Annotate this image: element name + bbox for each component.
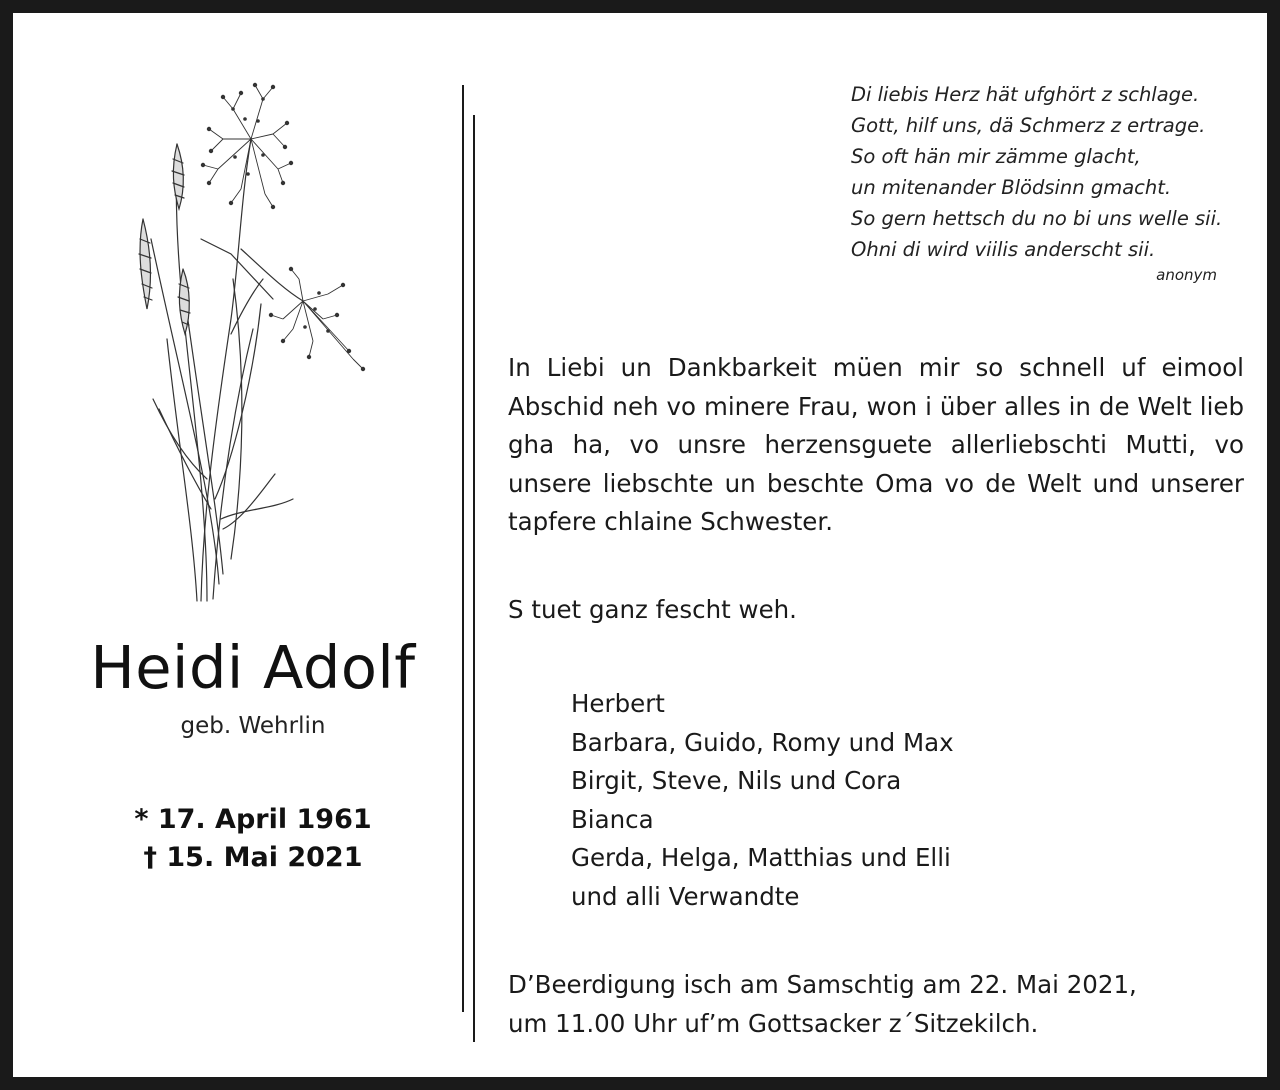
funeral-line: um 11.00 Uhr uf’m Gottsacker z´Sitzekilch. bbox=[508, 1008, 1039, 1038]
life-dates bbox=[53, 801, 453, 877]
poem-line: Gott, hilf uns, dä Schmerz z ertrage. bbox=[851, 114, 1206, 137]
mourner-entry: Gerda, Helga, Matthias und Elli bbox=[571, 843, 951, 872]
birth-date: * 17. April 1961 bbox=[134, 804, 372, 835]
deceased-name: Heidi Adolf bbox=[90, 633, 416, 702]
maiden-name: geb. Wehrlin bbox=[180, 713, 326, 739]
poem-author: anonym bbox=[1156, 266, 1217, 284]
death-date: † 15. Mai 2021 bbox=[143, 842, 363, 873]
poem bbox=[851, 79, 1251, 265]
poem-line: So oft hän mir zämme glacht, bbox=[851, 145, 1141, 168]
poem-line: Ohni di wird viilis anderscht sii. bbox=[851, 238, 1156, 261]
mourner-entry: Bianca bbox=[571, 804, 654, 834]
mourner-entry: Barbara, Guido, Romy und Max bbox=[571, 727, 954, 757]
grief-line: S tuet ganz fescht weh. bbox=[508, 595, 797, 624]
divider-line bbox=[462, 85, 464, 1012]
funeral-info bbox=[508, 966, 1137, 1043]
mourners-list bbox=[571, 685, 954, 916]
poem-line: So gern hettsch du no bi uns welle sii. bbox=[851, 207, 1223, 230]
main-text: In Liebi un Dankbarkeit müen mir so schnell uf eimool Abschid neh vo minere Frau, won i über alles in de Welt lieb gha ha, vo unsre herzensguete allerliebschti Mutti, vo unsere liebschte un beschte Oma vo de Welt und unserer tapfere chlaine Schwester. bbox=[508, 353, 1244, 536]
mourner-entry: und alli Verwandte bbox=[571, 881, 800, 911]
funeral-line: D’Beerdigung isch am Samschtig am 22. Mai 2021, bbox=[508, 970, 1137, 999]
grass-plant-illustration bbox=[123, 79, 373, 604]
poem-line: Di liebis Herz hät ufghört z schlage. bbox=[851, 83, 1200, 106]
poem-line: un mitenander Blödsinn gmacht. bbox=[851, 176, 1172, 199]
divider-line bbox=[473, 115, 475, 1042]
mourner-entry: Birgit, Steve, Nils und Cora bbox=[571, 766, 902, 795]
mourner-entry: Herbert bbox=[571, 689, 665, 718]
